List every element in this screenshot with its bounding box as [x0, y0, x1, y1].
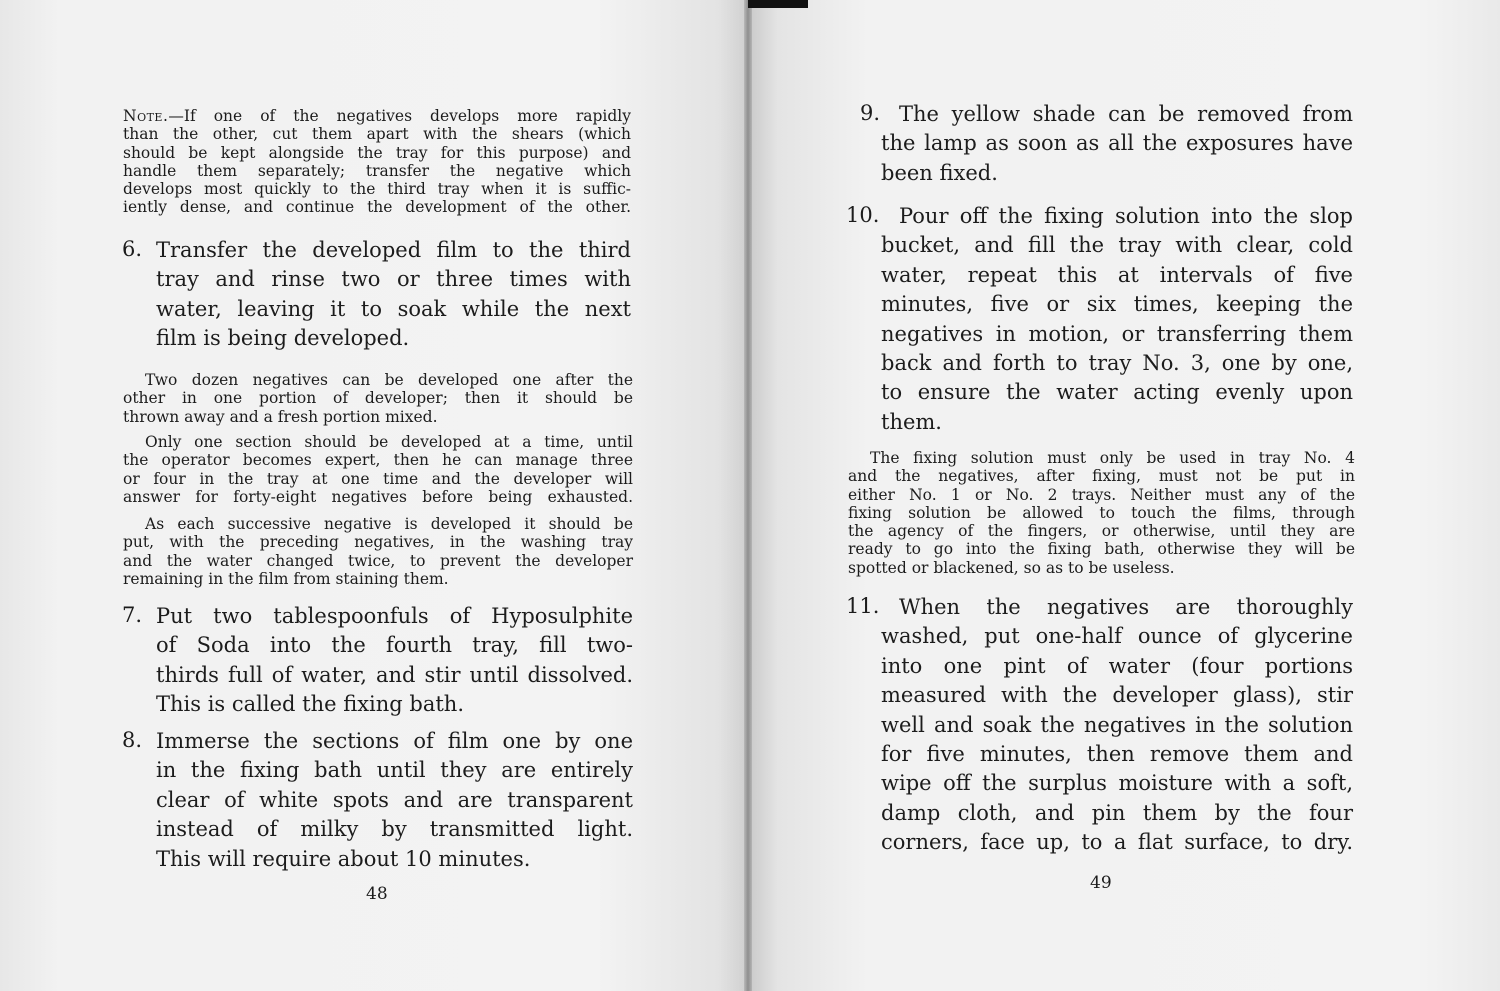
paragraph-line: The fixing solution must only be used in tray No. 4 [870, 449, 1355, 467]
step-line: tray and rinse two or three times with [156, 267, 631, 292]
step-line: Transfer the developed film to the third [156, 238, 631, 262]
step-line: of Soda into the fourth tray, fill two- [156, 633, 633, 658]
book-gutter [744, 0, 752, 991]
paragraph-line: and the negatives, after fixing, must not be put in [848, 467, 1355, 486]
step-line: When the negatives are thoroughly [899, 595, 1353, 619]
step-line: clear of white spots and are transparent [156, 787, 633, 812]
note-paragraph [123, 107, 631, 217]
spine-edge [748, 0, 808, 8]
step-line: washed, put one-half ounce of glycerine [881, 624, 1353, 649]
step-number: 11. [846, 594, 880, 618]
step-line: bucket, and fill the tray with clear, cold [881, 233, 1353, 258]
step-line: This will require about 10 minutes. [156, 846, 531, 871]
step-number: 10. [846, 203, 880, 227]
step-line: water, repeat this at intervals of five [881, 262, 1353, 287]
step-line: the lamp as soon as all the exposures have [881, 131, 1353, 156]
note-line: iently dense, and continue the development of the other. [123, 198, 631, 217]
paragraph-line: As each successive negative is developed it should be [145, 515, 633, 533]
step-number: 7. [122, 603, 143, 627]
step-number: 6. [122, 237, 143, 261]
step-line: damp cloth, and pin them by the four [881, 800, 1353, 825]
note-line: should be kept alongside the tray for this purpose) and [123, 143, 631, 162]
paragraph-successive [123, 515, 633, 588]
paragraph-fixing-solution [848, 449, 1355, 577]
paragraph-line: put, with the preceding negatives, in the washing tray [123, 533, 633, 552]
paragraph-line: fixing solution be allowed to touch the films, through [848, 503, 1355, 522]
step-line: Pour off the fixing solution into the slop [899, 204, 1353, 228]
page-number: 49 [1090, 873, 1112, 893]
note-line: than the other, cut them apart with the shears (which [123, 125, 631, 144]
right-page [748, 0, 1500, 991]
step-line: negatives in motion, or transferring them [881, 321, 1353, 346]
step-line: instead of milky by transmitted light. [156, 817, 633, 842]
paragraph-line: or four in the tray at one time and the developer will [123, 469, 633, 488]
paragraph-line: thrown away and a fresh portion mixed. [123, 407, 438, 426]
step-line: back and forth to tray No. 3, one by one, [881, 351, 1353, 376]
step-line: film is being developed. [156, 326, 410, 351]
step-line: thirds full of water, and stir until dissolved. [156, 662, 633, 687]
step-number: 9. [860, 101, 881, 125]
paragraph-line: answer for forty-eight negatives before being exhausted. [123, 487, 633, 506]
paragraph-line: ready to go into the fixing bath, otherwise they will be [848, 540, 1355, 559]
note-line: —If one of the negatives develops more rapidly [168, 107, 631, 125]
step-line: them. [881, 409, 942, 434]
step-line: been fixed. [881, 160, 998, 185]
note-line: handle them separately; transfer the negative which [123, 161, 631, 180]
step-line: well and soak the negatives in the solution [881, 712, 1353, 737]
step-line: The yellow shade can be removed from [899, 102, 1353, 126]
step-line: for five minutes, then remove them and [881, 742, 1353, 767]
paragraph-line: Two dozen negatives can be developed one after the [145, 371, 633, 389]
step-line: Put two tablespoonfuls of Hyposulphite [156, 604, 633, 628]
step-line: Immerse the sections of film one by one [156, 729, 633, 753]
note-line: develops most quickly to the third tray when it is suffic- [123, 180, 631, 199]
step-line: measured with the developer glass), stir [881, 683, 1353, 708]
paragraph-line: either No. 1 or No. 2 trays. Neither must any of the [848, 485, 1355, 504]
step-line: corners, face up, to a flat surface, to dry. [881, 830, 1353, 855]
step-line: in the fixing bath until they are entirely [156, 758, 633, 783]
paragraph-two-dozen [123, 371, 633, 426]
left-page [0, 0, 748, 991]
paragraph-line: and the water changed twice, to prevent the developer [123, 551, 633, 570]
paragraph-line: remaining in the film from staining them. [123, 569, 449, 588]
step-line: minutes, five or six times, keeping the [881, 292, 1353, 317]
step-line: to ensure the water acting evenly upon [881, 380, 1353, 405]
page-number: 48 [366, 884, 388, 904]
paragraph-line: the operator becomes expert, then he can manage three [123, 451, 633, 470]
step-line: into one pint of water (four portions [881, 653, 1353, 678]
paragraph-line: the agency of the fingers, or otherwise, until they are [848, 522, 1355, 541]
step-line: wipe off the surplus moisture with a soft, [881, 771, 1353, 796]
paragraph-line: other in one portion of developer; then it should be [123, 389, 633, 408]
step-line: water, leaving it to soak while the next [156, 296, 631, 321]
paragraph-line: spotted or blackened, so as to be useless. [848, 558, 1175, 577]
paragraph-line: Only one section should be developed at a time, until [145, 433, 633, 451]
step-number: 8. [122, 728, 143, 752]
paragraph-one-section [123, 433, 633, 506]
note-label: Note. [123, 107, 169, 125]
step-line: This is called the fixing bath. [156, 692, 465, 717]
